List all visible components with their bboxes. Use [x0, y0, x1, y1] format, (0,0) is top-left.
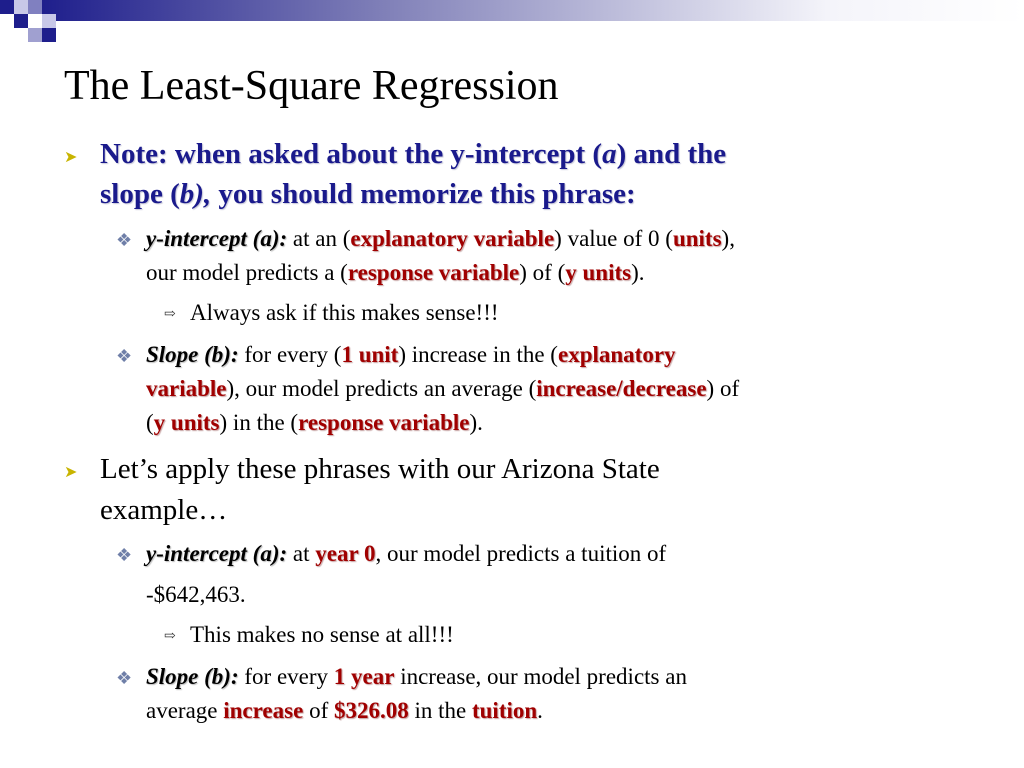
hollow-arrow-bullet-icon: ⇨	[164, 629, 176, 644]
diamond-bullet-icon: ❖	[116, 668, 133, 688]
highlight-y-units: y units	[153, 410, 220, 435]
highlight-1-year: 1 year	[333, 664, 395, 689]
slope-label: Slope (b):	[146, 342, 239, 367]
slope-phrase-line-1: Slope (b): for every (1 unit) increase in the (explanatory	[146, 342, 676, 367]
slope-phrase-line-2: variable), our model predicts an average (increase/decrease) of	[146, 376, 740, 401]
highlight-slope-value: $326.08	[333, 698, 409, 723]
hollow-arrow-bullet-icon: ⇨	[164, 307, 176, 322]
example-slope-line-2: average increase of $326.08 in the tuition.	[146, 698, 543, 723]
intercept-label: y-intercept (a):	[146, 226, 288, 251]
highlight-increase: increase	[223, 698, 304, 723]
note-line-1: Note: when asked about the y-intercept (a) and the	[100, 138, 727, 170]
highlight-year-0: year 0	[315, 541, 376, 566]
sub-no-sense: This makes no sense at all!!!	[190, 622, 454, 647]
highlight-y-units: y units	[565, 260, 632, 285]
diamond-bullet-icon: ❖	[116, 346, 133, 366]
slope-phrase-line-3: (y units) in the (response variable).	[146, 410, 483, 435]
example-intercept-line-1: y-intercept (a): at year 0, our model predicts a tuition of	[146, 541, 667, 566]
apply-line-2: example…	[100, 494, 228, 526]
highlight-response-variable: response variable	[347, 260, 520, 285]
highlight-variable: variable	[146, 376, 227, 401]
diamond-bullet-icon: ❖	[116, 230, 133, 250]
diamond-bullet-icon: ❖	[116, 545, 133, 565]
example-slope-line-1: Slope (b): for every 1 year increase, our model predicts an	[146, 664, 687, 689]
arrowhead-bullet-icon: ➤	[64, 464, 78, 481]
apply-line-1: Let’s apply these phrases with our Arizona State	[100, 453, 660, 485]
highlight-explanatory: explanatory	[557, 342, 676, 367]
highlight-tuition: tuition	[471, 698, 538, 723]
highlight-1-unit: 1 unit	[341, 342, 399, 367]
example-intercept-line-2: -$642,463.	[146, 582, 246, 607]
example-slope-label: Slope (b):	[146, 664, 239, 689]
highlight-increase-decrease: increase/decrease	[536, 376, 707, 401]
note-line-2: slope (b), you should memorize this phrase:	[100, 178, 636, 210]
highlight-response-variable: response variable	[298, 410, 470, 435]
slide-title: The Least-Square Regression	[64, 63, 559, 109]
arrowhead-bullet-icon: ➤	[64, 149, 78, 166]
intercept-phrase-line-2: our model predicts a (response variable) of (y units).	[146, 260, 645, 285]
intercept-phrase-line-1: y-intercept (a): at an (explanatory variable) value of 0 (units),	[146, 226, 735, 251]
sub-always-ask: Always ask if this makes sense!!!	[190, 300, 499, 325]
highlight-explanatory-variable: explanatory variable	[350, 226, 555, 251]
highlight-units: units	[672, 226, 722, 251]
example-intercept-label: y-intercept (a):	[146, 541, 288, 566]
